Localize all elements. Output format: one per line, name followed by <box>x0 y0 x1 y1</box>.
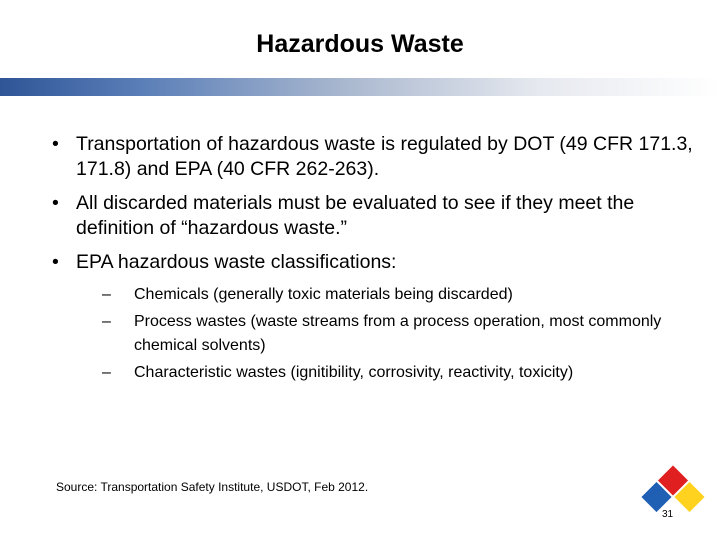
subbullet-item <box>100 283 680 307</box>
subbullet-text: Characteristic wastes (ignitibility, corrosivity, reactivity, toxicity) <box>134 364 574 381</box>
subbullet-list <box>100 283 680 385</box>
bullet-item <box>50 132 700 182</box>
bullet-list <box>50 132 700 394</box>
subbullet-marker: – <box>102 364 111 381</box>
subbullet-item <box>100 310 680 358</box>
bullet-item <box>50 250 700 385</box>
bullet-text: Transportation of hazardous waste is regulated by DOT (49 CFR 171.3, 171.8) and EPA (40 CFR 262-263). <box>76 133 693 180</box>
bullet-marker: • <box>52 251 59 273</box>
title-gradient-bar <box>0 78 720 96</box>
subbullet-text: Chemicals (generally toxic materials being discarded) <box>134 286 513 303</box>
slide-title: Hazardous Waste <box>256 30 464 58</box>
source-citation: Source: Transportation Safety Institute, USDOT, Feb 2012. <box>56 480 369 494</box>
bullet-text: All discarded materials must be evaluated to see if they meet the definition of “hazardous waste.” <box>76 192 635 239</box>
bullet-text: EPA hazardous waste classifications: <box>76 251 397 273</box>
nfpa-diamond-icon <box>638 462 708 532</box>
bullet-marker: • <box>52 133 59 155</box>
bullet-item <box>50 191 700 241</box>
page-number: 31 <box>662 509 674 520</box>
bullet-marker: • <box>52 192 59 214</box>
subbullet-marker: – <box>102 286 111 303</box>
subbullet-text: Process wastes (waste streams from a process operation, most commonly chemical solvents) <box>134 313 662 354</box>
subbullet-item <box>100 361 680 385</box>
subbullet-marker: – <box>102 313 111 330</box>
